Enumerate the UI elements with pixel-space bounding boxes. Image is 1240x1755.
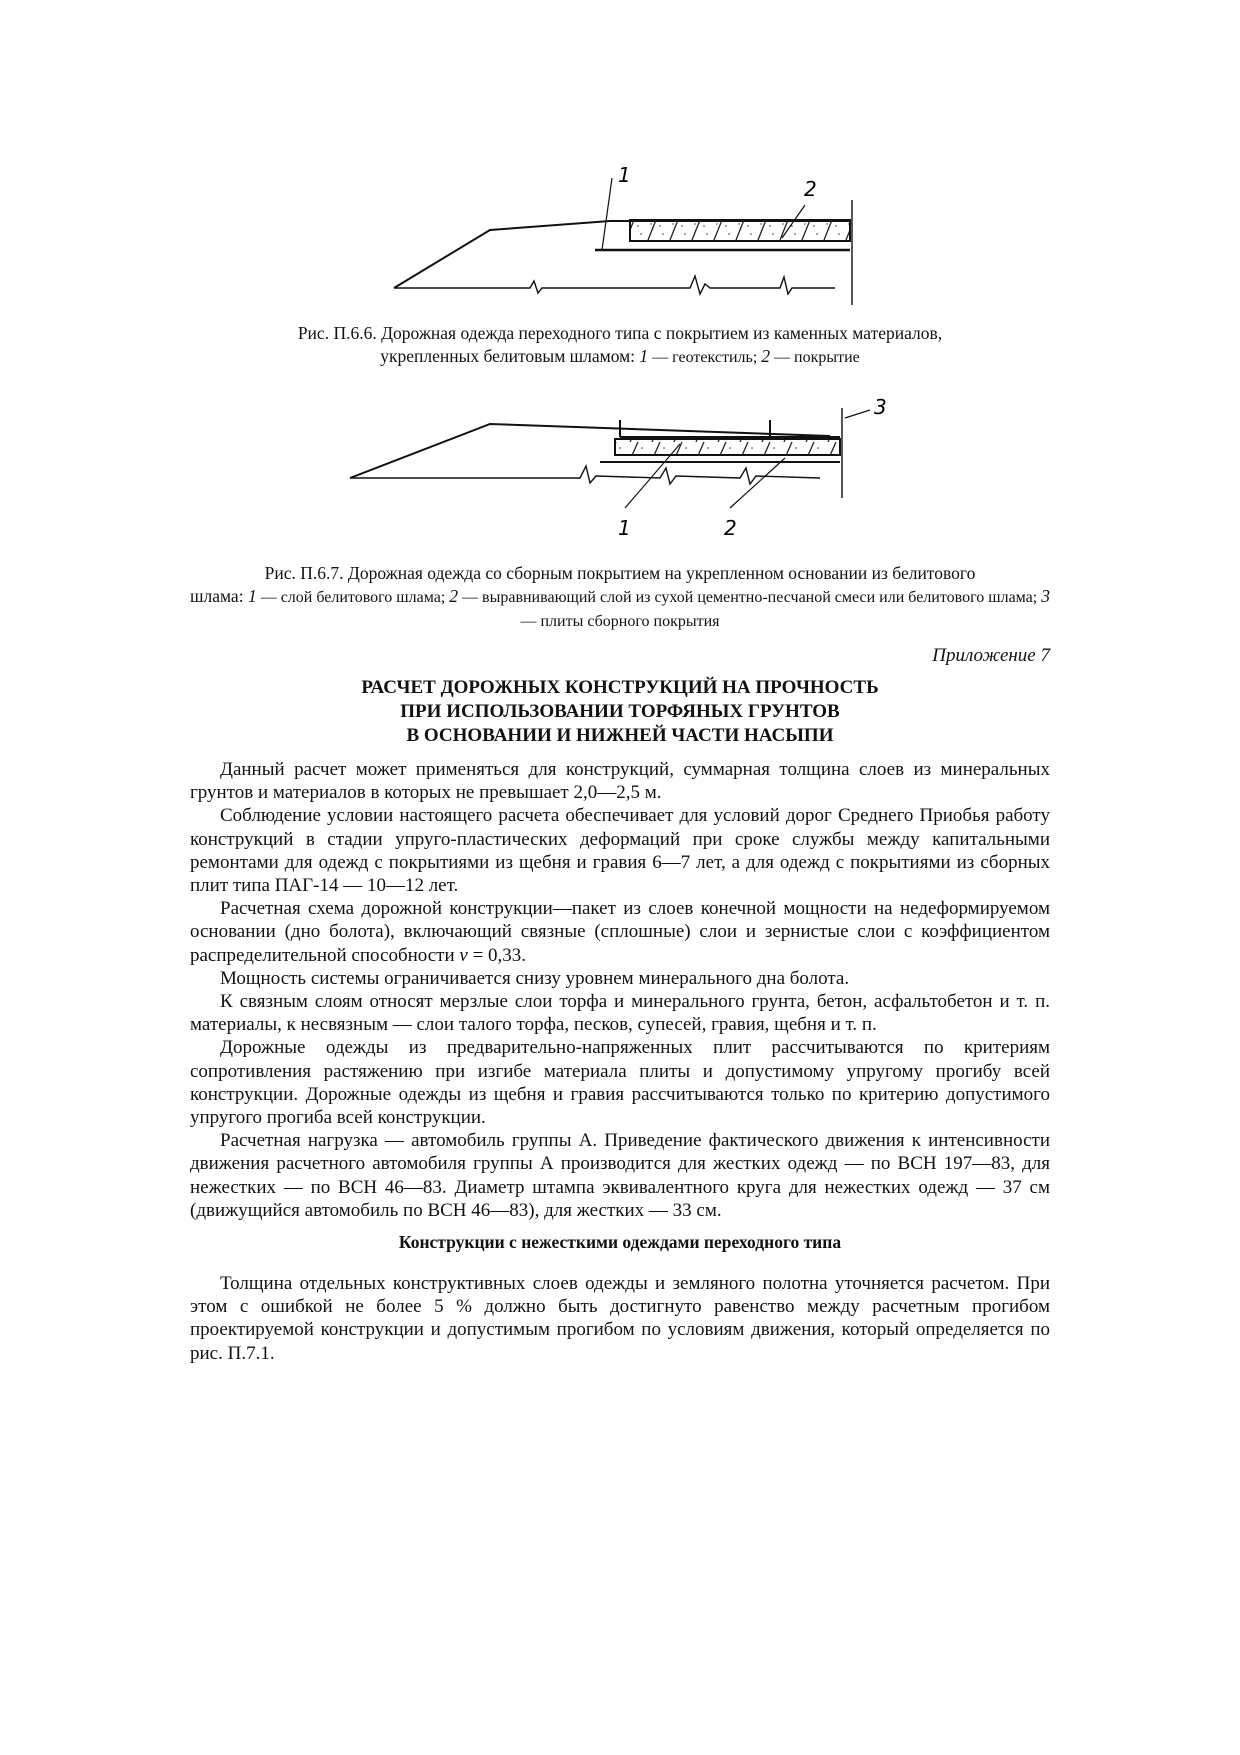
caption-text: — геотекстиль; — [648, 349, 762, 366]
paragraph-text: = 0,33. — [467, 944, 527, 966]
paragraph: Соблюдение условии настоящего расчета обеспечивает для условий дорог Среднего Приобья работу конструкций в стадии упруго-пластических деформаций при сроке службы между капитальными ремонтами для одежд с покрытиями из щебня и гравия 6—7 лет, а для одежд с покрытиями из сборных плит типа ПАГ-14 — 10—12 лет. — [190, 805, 1050, 897]
paragraph: К связным слоям относят мерзлые слои торфа и минерального грунта, бетон, асфальтобетон и т. п. материалы, к несвязным — слои талого торфа, песков, супесей, гравия, щебня и т. п. — [190, 991, 1050, 1036]
caption-text: — плиты сборного покрытия — [520, 613, 720, 630]
figure-p-6-6-label-1: 1 — [618, 163, 631, 187]
figure-p-6-7-drawing — [340, 388, 920, 548]
caption-text: шлама: — [190, 586, 248, 606]
figure-p-6-6-drawing — [380, 160, 860, 310]
figure-p-6-7-label-2: 2 — [724, 516, 737, 540]
figure-p-6-6-label-2: 2 — [804, 177, 817, 201]
caption-main-text: Рис. П.6.6. Дорожная одежда переходного типа с покрытием из каменных материалов, — [297, 323, 943, 343]
figure-p-6-7-label-1: 1 — [618, 516, 631, 540]
paragraph: Расчетная нагрузка — автомобиль группы А. Приведение фактического движения к интенсивности движения расчетного автомобиля группы А производится для жестких одежд — по ВСН 197—83, для нежестких — по ВСН 46—83. Диаметр штампа эквивалентного круга для нежестких одежд — 37 см (движущийся автомобиль по ВСН 46—83), для жестких — 33 см. — [190, 1130, 1050, 1221]
heading-line: РАСЧЕТ ДОРОЖНЫХ КОНСТРУКЦИЙ НА ПРОЧНОСТЬ — [361, 677, 879, 698]
caption-text: — покрытие — [770, 349, 860, 366]
paragraph: Толщина отдельных конструктивных слоев одежды и земляного полотна уточняется расчетом. При этом с ошибкой не более 5 % должно быть достигнуто равенство между расчетным прогибом проектируемой конструкции и допустимым прогибом по условиям движения, который определяется по рис. П.7.1. — [190, 1273, 1050, 1364]
figure-p-6-6-caption — [190, 322, 1050, 369]
caption-text: — слой белитового шлама; — [256, 589, 450, 606]
coefficient-symbol: v — [459, 944, 468, 966]
heading-line: В ОСНОВАНИИ И НИЖНЕЙ ЧАСТИ НАСЫПИ — [406, 725, 834, 746]
caption-number-2: 2 — [449, 586, 459, 606]
appendix-label: Приложение 7 — [932, 645, 1050, 666]
paragraph: Мощность системы ограничивается снизу уровнем минерального дна болота. — [220, 967, 850, 989]
subsection-heading: Конструкции с нежесткими одеждами переходного типа — [398, 1232, 842, 1252]
figure-p-6-6 — [380, 160, 860, 310]
paragraph — [190, 897, 1050, 967]
figure-p-6-7-caption — [190, 562, 1050, 633]
heading-line: ПРИ ИСПОЛЬЗОВАНИИ ТОРФЯНЫХ ГРУНТОВ — [400, 701, 840, 722]
caption-main-text: Рис. П.6.7. Дорожная одежда со сборным покрытием на укрепленном основании из белитового — [264, 563, 976, 583]
caption-number-1: 1 — [639, 346, 649, 366]
figure-p-6-7-label-3: 3 — [874, 395, 887, 419]
paragraph: Данный расчет может применяться для конструкций, суммарная толщина слоев из минеральных грунтов и материалов в которых не превышает 2,0—2,5 м. — [190, 759, 1050, 804]
paragraph: Дорожные одежды из предварительно-напряженных плит рассчитываются по критериям сопротивления растяжению при изгибе материала плиты и допустимому упругому прогибу всей конструкции. Дорожные одежды из щебня и гравия рассчитываются только по критерию допустимого упругого прогиба всей конструкции. — [190, 1037, 1050, 1129]
caption-text: укрепленных белитовым шламом: — [380, 346, 640, 366]
caption-number-2: 2 — [761, 346, 771, 366]
paragraph-text: Расчетная схема дорожной конструкции—пакет из слоев конечной мощности на недеформируемом основании (дно болота), включающий связные (сплошные) слои и зернистые слои с коэффициентом распределительной способности — [190, 898, 1050, 966]
caption-number-1: 1 — [247, 586, 257, 606]
body-text-2 — [190, 1272, 1050, 1365]
body-text — [190, 758, 1050, 1222]
caption-number-3: 3 — [1041, 586, 1050, 606]
section-heading — [190, 676, 1050, 748]
figure-p-6-7 — [340, 388, 920, 548]
caption-text: — выравнивающий слой из сухой цементно-песчаной смеси или белитового шлама; — [458, 589, 1042, 606]
